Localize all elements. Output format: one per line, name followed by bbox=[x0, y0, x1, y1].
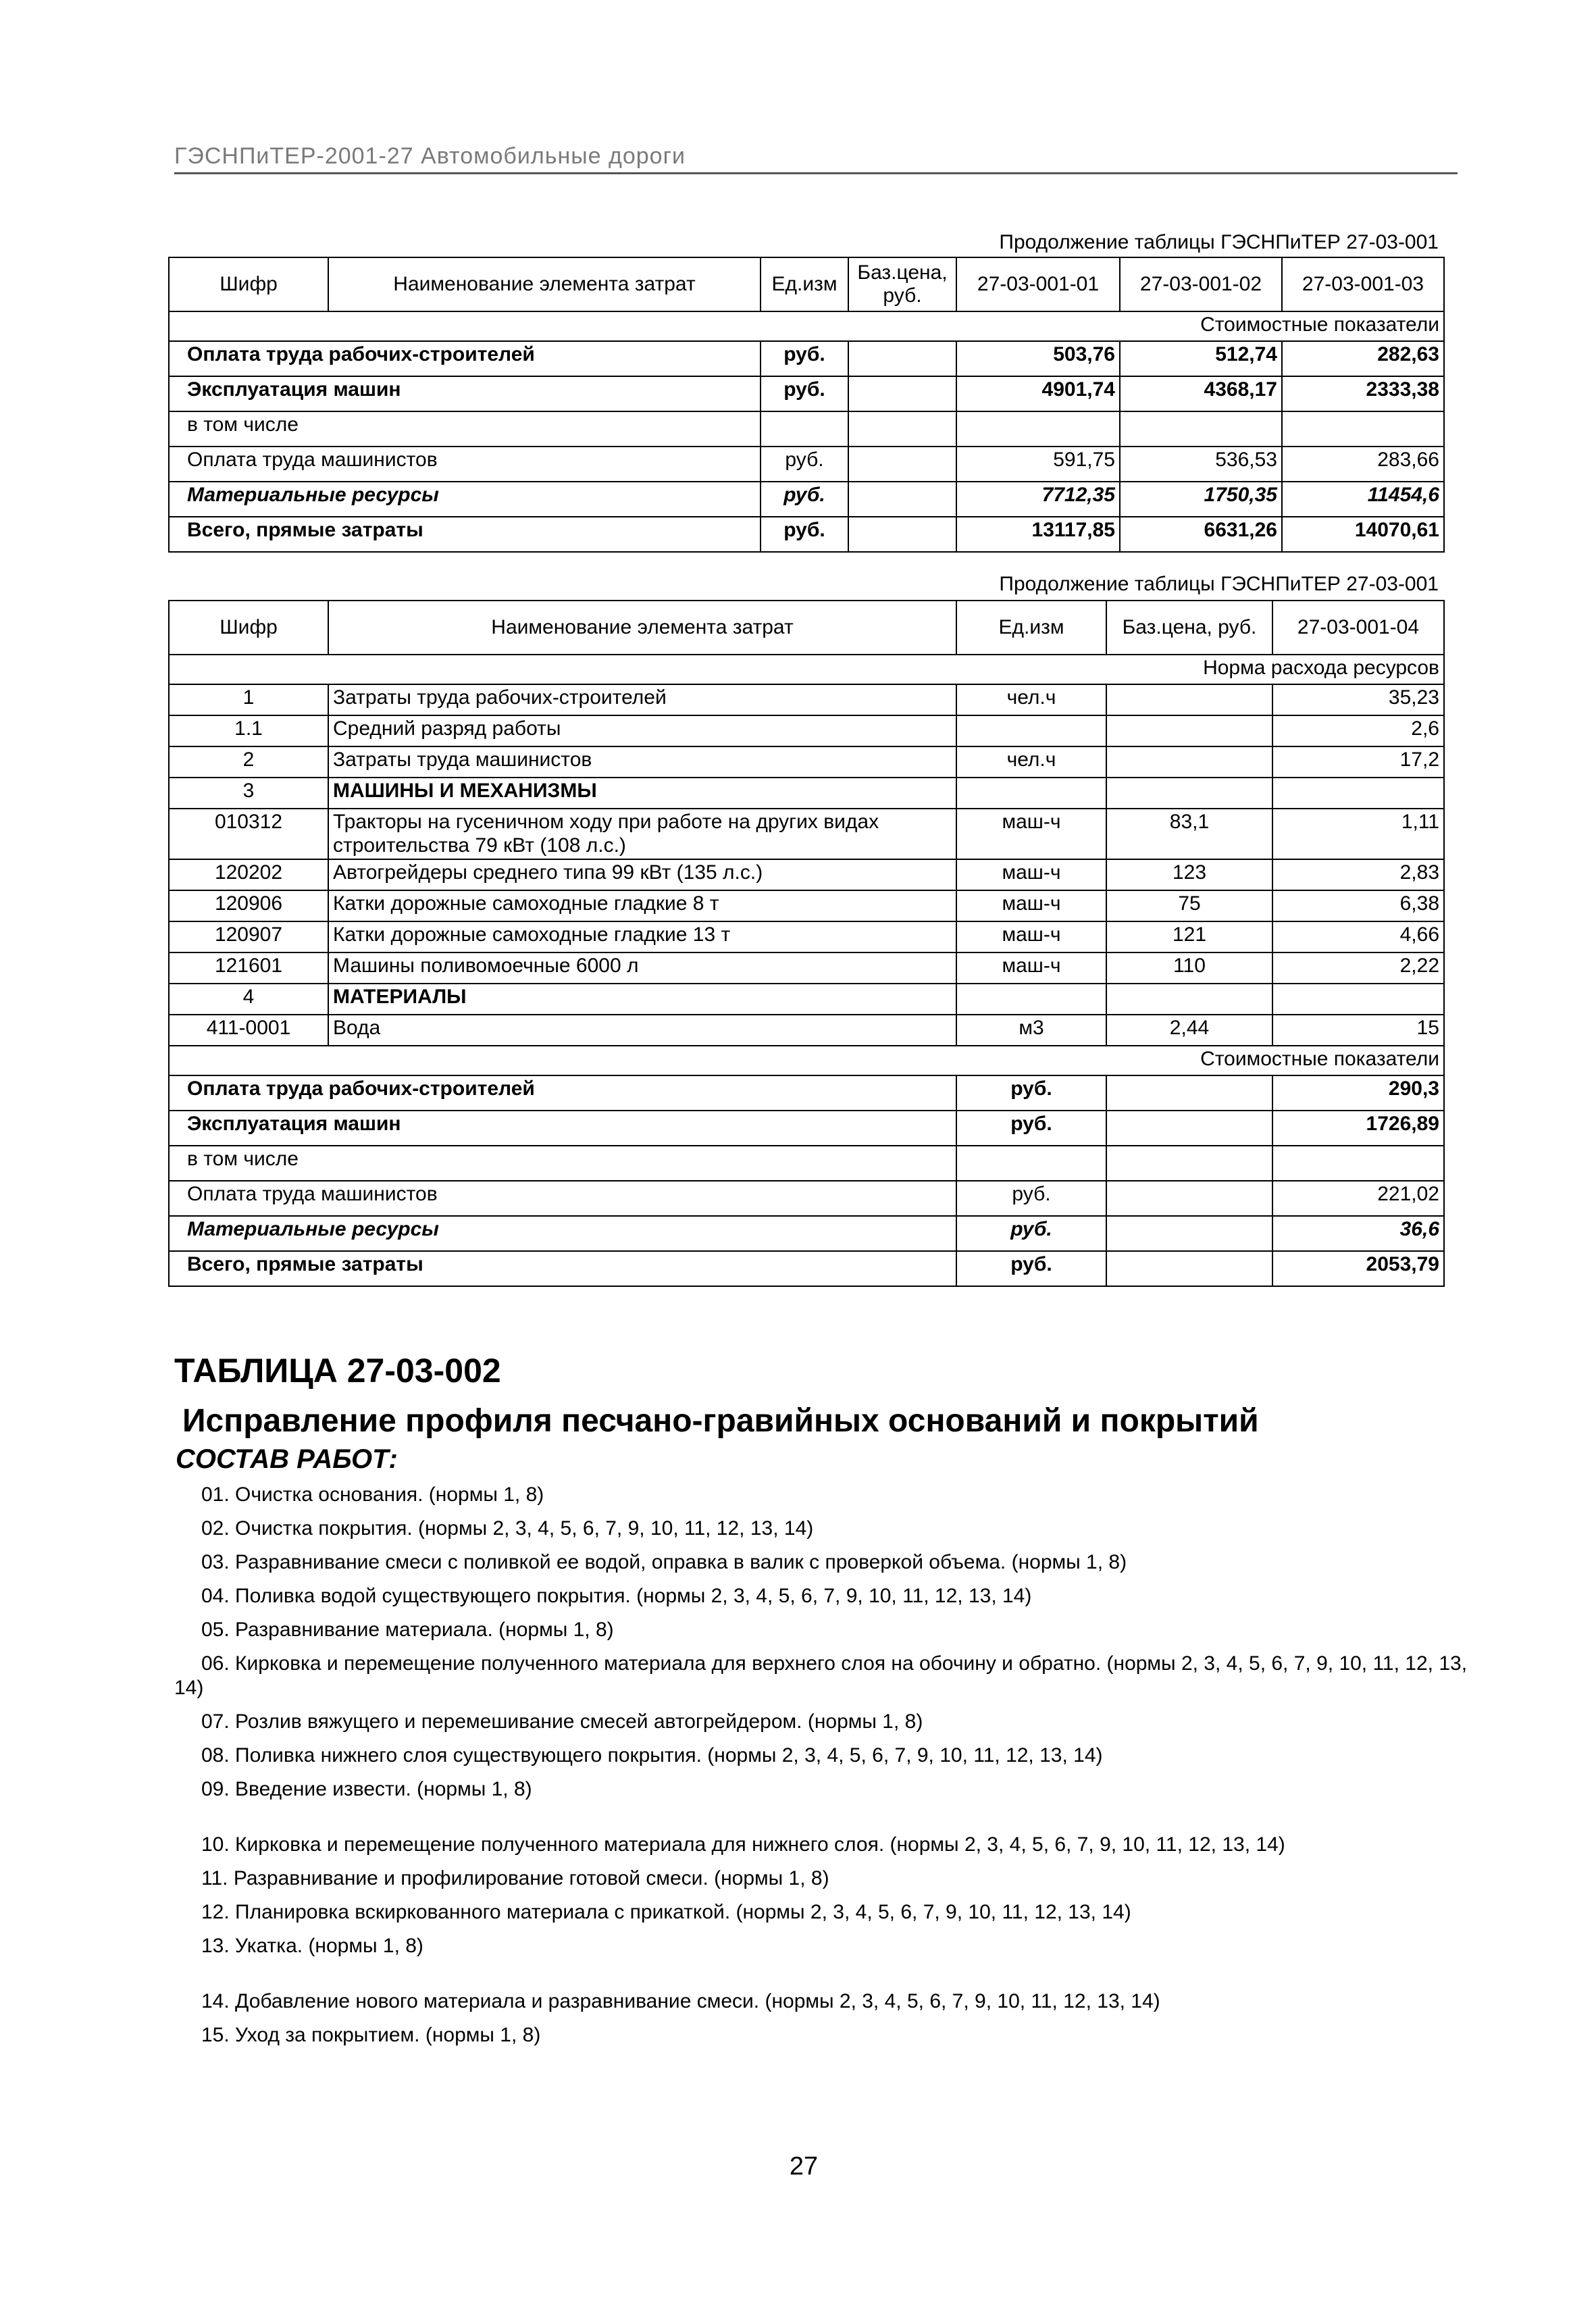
work-composition-heading: СОСТАВ РАБОТ: bbox=[176, 1444, 398, 1474]
col-header-norm-02: 27-03-001-02 bbox=[1120, 257, 1282, 311]
row-name: Затраты труда рабочих-строителей bbox=[328, 684, 956, 715]
row-value-03: 14070,61 bbox=[1282, 517, 1444, 552]
col-header-name: Наименование элемента затрат bbox=[328, 601, 956, 655]
row-base-price: 110 bbox=[1106, 952, 1272, 984]
summary-name: Материальные ресурсы bbox=[169, 1216, 956, 1251]
summary-unit: руб. bbox=[956, 1111, 1106, 1146]
row-code: 1 bbox=[169, 684, 328, 715]
row-name: Тракторы на гусеничном ходу при работе на других видах строительства 79 кВт (108 л.с.) bbox=[328, 809, 956, 859]
table-row bbox=[169, 684, 1444, 715]
row-unit bbox=[956, 715, 1106, 746]
row-code: 411-0001 bbox=[169, 1015, 328, 1046]
section-title: ТАБЛИЦА 27-03-002 bbox=[174, 1352, 501, 1390]
row-value-04: 6,38 bbox=[1272, 890, 1444, 921]
table2 bbox=[168, 600, 1445, 1287]
row-unit: маш-ч bbox=[956, 952, 1106, 984]
row-name: Материальные ресурсы bbox=[169, 482, 761, 517]
row-unit: руб. bbox=[761, 517, 848, 552]
row-value-04: 2,22 bbox=[1272, 952, 1444, 984]
summary-base-price bbox=[1106, 1216, 1272, 1251]
row-value-04: 17,2 bbox=[1272, 746, 1444, 778]
col-header-unit: Ед.изм bbox=[761, 257, 848, 311]
summary-name: Эксплуатация машин bbox=[169, 1111, 956, 1146]
work-item: 06. Кирковка и перемещение полученного материала для верхнего слоя на обочину и обратно. (нормы 2, 3, 4, 5, 6, 7, 9, 10, 11, 12, 13, 14) bbox=[174, 1652, 1468, 1699]
row-code: 120202 bbox=[169, 859, 328, 890]
table-row bbox=[169, 341, 1444, 376]
summary-value-04: 290,3 bbox=[1272, 1075, 1444, 1111]
row-value-01: 7712,35 bbox=[956, 482, 1120, 517]
row-name: Оплата труда рабочих-строителей bbox=[169, 341, 761, 376]
summary-value-04: 2053,79 bbox=[1272, 1251, 1444, 1286]
band-resource-norms: Норма расхода ресурсов bbox=[169, 655, 1444, 684]
summary-row bbox=[169, 1216, 1444, 1251]
table-row bbox=[169, 1015, 1444, 1046]
work-item: 03. Разравнивание смеси с поливкой ее водой, оправка в валик с проверкой объема. (нормы 1, 8) bbox=[201, 1551, 1127, 1573]
work-item: 12. Планировка вскиркованного материала с прикаткой. (нормы 2, 3, 4, 5, 6, 7, 9, 10, 11, 12, 13, 14) bbox=[201, 1901, 1131, 1923]
row-value-04 bbox=[1272, 984, 1444, 1015]
col-header-name: Наименование элемента затрат bbox=[328, 257, 761, 311]
band-cost-indicators: Стоимостные показатели bbox=[169, 1046, 1444, 1075]
work-item: 08. Поливка нижнего слоя существующего покрытия. (нормы 2, 3, 4, 5, 6, 7, 9, 10, 11, 12, 13, 14) bbox=[201, 1744, 1103, 1766]
row-code: 3 bbox=[169, 778, 328, 809]
row-base-price bbox=[1106, 715, 1272, 746]
col-header-code: Шифр bbox=[169, 601, 328, 655]
row-base-price bbox=[848, 517, 956, 552]
row-unit: чел.ч bbox=[956, 746, 1106, 778]
row-name: Средний разряд работы bbox=[328, 715, 956, 746]
work-item: 04. Поливка водой существующего покрытия. (нормы 2, 3, 4, 5, 6, 7, 9, 10, 11, 12, 13, 14) bbox=[201, 1585, 1032, 1607]
row-unit: руб. bbox=[761, 482, 848, 517]
table-row bbox=[169, 859, 1444, 890]
row-value-01: 591,75 bbox=[956, 447, 1120, 482]
running-header: ГЭСНПиТЕР-2001-27 Автомобильные дороги bbox=[174, 143, 1458, 174]
row-unit: маш-ч bbox=[956, 921, 1106, 952]
row-unit bbox=[956, 778, 1106, 809]
work-item: 13. Укатка. (нормы 1, 8) bbox=[201, 1935, 423, 1957]
row-base-price bbox=[848, 341, 956, 376]
summary-row bbox=[169, 1251, 1444, 1286]
section-subtitle: Исправление профиля песчано-гравийных оснований и покрытий bbox=[182, 1403, 1259, 1439]
table1 bbox=[168, 257, 1445, 553]
row-value-03: 11454,6 bbox=[1282, 482, 1444, 517]
row-base-price: 83,1 bbox=[1106, 809, 1272, 859]
row-unit bbox=[956, 984, 1106, 1015]
row-code: 2 bbox=[169, 746, 328, 778]
work-item: 14. Добавление нового материала и разравнивание смеси. (нормы 2, 3, 4, 5, 6, 7, 9, 10, 11, 12, 13, 14) bbox=[201, 1990, 1160, 2012]
row-value-02: 4368,17 bbox=[1120, 376, 1282, 411]
table-row bbox=[169, 984, 1444, 1015]
row-value-03: 283,66 bbox=[1282, 447, 1444, 482]
summary-value-04 bbox=[1272, 1146, 1444, 1181]
table-row bbox=[169, 447, 1444, 482]
row-code: 4 bbox=[169, 984, 328, 1015]
summary-base-price bbox=[1106, 1111, 1272, 1146]
row-name: Затраты труда машинистов bbox=[328, 746, 956, 778]
row-value-03 bbox=[1282, 411, 1444, 447]
row-value-04: 2,6 bbox=[1272, 715, 1444, 746]
row-value-01: 13117,85 bbox=[956, 517, 1120, 552]
row-value-02: 6631,26 bbox=[1120, 517, 1282, 552]
band-cost-indicators: Стоимостные показатели bbox=[169, 311, 1444, 341]
summary-name: Оплата труда рабочих-строителей bbox=[169, 1075, 956, 1111]
row-code: 120906 bbox=[169, 890, 328, 921]
row-name: Катки дорожные самоходные гладкие 13 т bbox=[328, 921, 956, 952]
table-row bbox=[169, 482, 1444, 517]
row-base-price: 75 bbox=[1106, 890, 1272, 921]
summary-unit: руб. bbox=[956, 1181, 1106, 1216]
row-value-02: 1750,35 bbox=[1120, 482, 1282, 517]
table-row bbox=[169, 952, 1444, 984]
row-unit bbox=[761, 411, 848, 447]
table-row bbox=[169, 715, 1444, 746]
row-name: Автогрейдеры среднего типа 99 кВт (135 л.с.) bbox=[328, 859, 956, 890]
row-unit: руб. bbox=[761, 341, 848, 376]
row-value-04: 2,83 bbox=[1272, 859, 1444, 890]
summary-row bbox=[169, 1146, 1444, 1181]
row-base-price bbox=[848, 482, 956, 517]
row-name: МАТЕРИАЛЫ bbox=[328, 984, 956, 1015]
summary-base-price bbox=[1106, 1251, 1272, 1286]
table2-caption: Продолжение таблицы ГЭСНПиТЕР 27-03-001 bbox=[999, 573, 1439, 595]
work-item: 05. Разравнивание материала. (нормы 1, 8) bbox=[201, 1619, 614, 1641]
col-header-base-price: Баз.цена, руб. bbox=[848, 257, 956, 311]
row-code: 120907 bbox=[169, 921, 328, 952]
row-name: Катки дорожные самоходные гладкие 8 т bbox=[328, 890, 956, 921]
row-value-02 bbox=[1120, 411, 1282, 447]
col-header-unit: Ед.изм bbox=[956, 601, 1106, 655]
table-row bbox=[169, 376, 1444, 411]
row-value-03: 2333,38 bbox=[1282, 376, 1444, 411]
row-value-04: 4,66 bbox=[1272, 921, 1444, 952]
summary-name: Всего, прямые затраты bbox=[169, 1251, 956, 1286]
row-value-01 bbox=[956, 411, 1120, 447]
row-base-price bbox=[1106, 984, 1272, 1015]
work-item: 01. Очистка основания. (нормы 1, 8) bbox=[201, 1483, 544, 1506]
work-item: 11. Разравнивание и профилирование готовой смеси. (нормы 1, 8) bbox=[201, 1867, 829, 1889]
summary-base-price bbox=[1106, 1181, 1272, 1216]
summary-unit: руб. bbox=[956, 1075, 1106, 1111]
row-base-price bbox=[1106, 778, 1272, 809]
work-item: 07. Розлив вяжущего и перемешивание смесей автогрейдером. (нормы 1, 8) bbox=[201, 1710, 923, 1733]
table-row bbox=[169, 746, 1444, 778]
work-item: 10. Кирковка и перемещение полученного материала для нижнего слоя. (нормы 2, 3, 4, 5, 6, 7, 9, 10, 11, 12, 13, 14) bbox=[201, 1833, 1285, 1856]
summary-unit: руб. bbox=[956, 1251, 1106, 1286]
row-value-04: 35,23 bbox=[1272, 684, 1444, 715]
row-name: МАШИНЫ И МЕХАНИЗМЫ bbox=[328, 778, 956, 809]
table2-header-row bbox=[169, 601, 1444, 655]
summary-unit bbox=[956, 1146, 1106, 1181]
table-row bbox=[169, 890, 1444, 921]
row-unit: м3 bbox=[956, 1015, 1106, 1046]
row-base-price bbox=[848, 411, 956, 447]
row-unit: маш-ч bbox=[956, 890, 1106, 921]
row-unit: маш-ч bbox=[956, 809, 1106, 859]
col-header-norm-04: 27-03-001-04 bbox=[1272, 601, 1444, 655]
row-value-04: 1,11 bbox=[1272, 809, 1444, 859]
summary-row bbox=[169, 1075, 1444, 1111]
row-base-price: 121 bbox=[1106, 921, 1272, 952]
summary-value-04: 36,6 bbox=[1272, 1216, 1444, 1251]
table-row bbox=[169, 411, 1444, 447]
summary-row bbox=[169, 1181, 1444, 1216]
col-header-code: Шифр bbox=[169, 257, 328, 311]
work-item: 15. Уход за покрытием. (нормы 1, 8) bbox=[201, 2024, 541, 2046]
row-base-price bbox=[848, 376, 956, 411]
row-code: 010312 bbox=[169, 809, 328, 859]
summary-name: Оплата труда машинистов bbox=[169, 1181, 956, 1216]
row-name: Всего, прямые затраты bbox=[169, 517, 761, 552]
summary-base-price bbox=[1106, 1146, 1272, 1181]
row-unit: маш-ч bbox=[956, 859, 1106, 890]
summary-value-04: 1726,89 bbox=[1272, 1111, 1444, 1146]
table1-body bbox=[169, 257, 1444, 552]
summary-unit: руб. bbox=[956, 1216, 1106, 1251]
summary-row bbox=[169, 1111, 1444, 1146]
row-value-04: 15 bbox=[1272, 1015, 1444, 1046]
row-name: Эксплуатация машин bbox=[169, 376, 761, 411]
work-item: 02. Очистка покрытия. (нормы 2, 3, 4, 5, 6, 7, 9, 10, 11, 12, 13, 14) bbox=[201, 1517, 814, 1540]
row-unit: чел.ч bbox=[956, 684, 1106, 715]
row-unit: руб. bbox=[761, 376, 848, 411]
row-name: Оплата труда машинистов bbox=[169, 447, 761, 482]
row-code: 1.1 bbox=[169, 715, 328, 746]
table-row bbox=[169, 517, 1444, 552]
row-value-01: 503,76 bbox=[956, 341, 1120, 376]
row-value-01: 4901,74 bbox=[956, 376, 1120, 411]
row-code: 121601 bbox=[169, 952, 328, 984]
row-value-04 bbox=[1272, 778, 1444, 809]
col-header-base-price: Баз.цена, руб. bbox=[1106, 601, 1272, 655]
summary-name: в том числе bbox=[169, 1146, 956, 1181]
table1-caption: Продолжение таблицы ГЭСНПиТЕР 27-03-001 bbox=[999, 231, 1439, 253]
summary-value-04: 221,02 bbox=[1272, 1181, 1444, 1216]
row-value-02: 536,53 bbox=[1120, 447, 1282, 482]
table-row bbox=[169, 921, 1444, 952]
work-item: 09. Введение извести. (нормы 1, 8) bbox=[201, 1778, 532, 1800]
row-name: в том числе bbox=[169, 411, 761, 447]
page-number: 27 bbox=[789, 2152, 819, 2181]
col-header-norm-01: 27-03-001-01 bbox=[956, 257, 1120, 311]
row-value-03: 282,63 bbox=[1282, 341, 1444, 376]
col-header-norm-03: 27-03-001-03 bbox=[1282, 257, 1444, 311]
summary-base-price bbox=[1106, 1075, 1272, 1111]
row-name: Машины поливомоечные 6000 л bbox=[328, 952, 956, 984]
row-name: Вода bbox=[328, 1015, 956, 1046]
row-base-price: 123 bbox=[1106, 859, 1272, 890]
row-base-price bbox=[848, 447, 956, 482]
row-value-02: 512,74 bbox=[1120, 341, 1282, 376]
row-unit: руб. bbox=[761, 447, 848, 482]
table1-header-row bbox=[169, 257, 1444, 311]
table-row bbox=[169, 809, 1444, 859]
work-composition-list bbox=[174, 1483, 1471, 2057]
table2-body bbox=[169, 601, 1444, 1286]
row-base-price: 2,44 bbox=[1106, 1015, 1272, 1046]
table-row bbox=[169, 778, 1444, 809]
row-base-price bbox=[1106, 684, 1272, 715]
row-base-price bbox=[1106, 746, 1272, 778]
